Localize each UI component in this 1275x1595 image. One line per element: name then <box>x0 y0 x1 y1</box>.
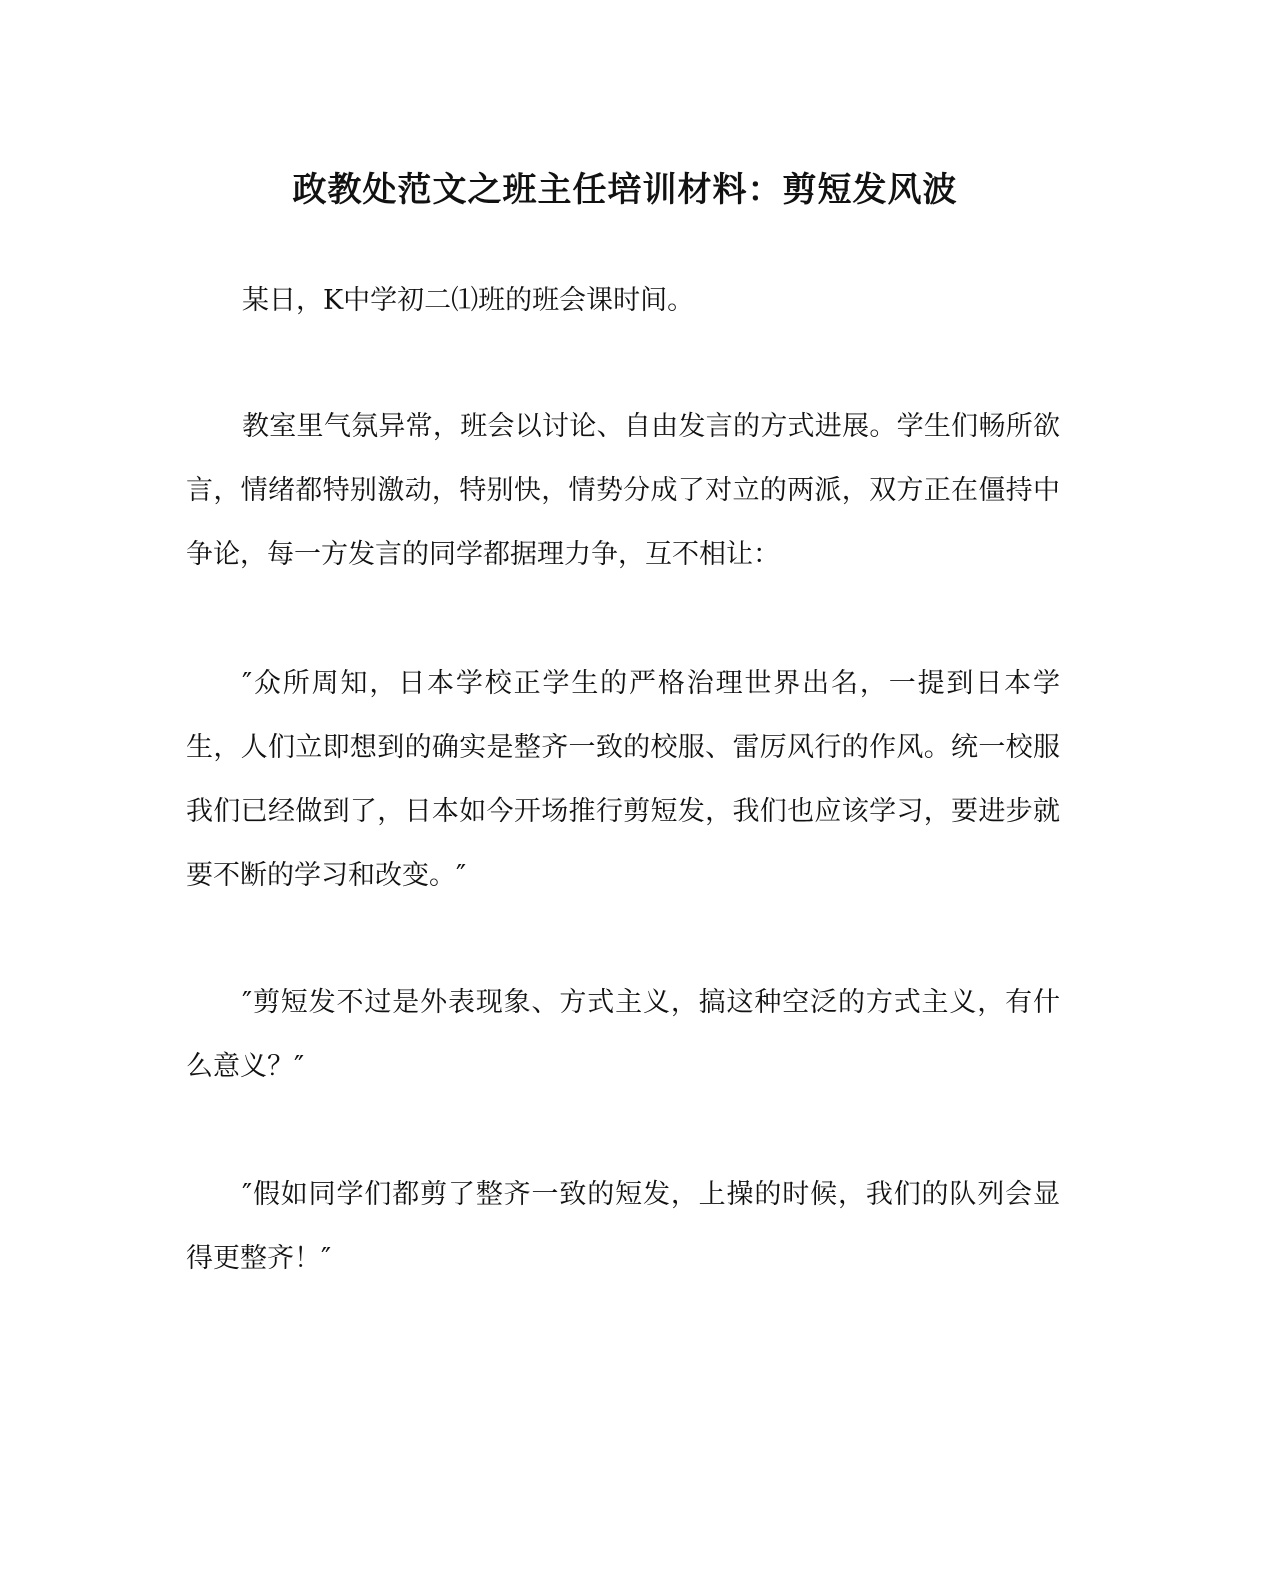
paragraph-5: ″假如同学们都剪了整齐一致的短发，上操的时候，我们的队列会显得更整齐！″ <box>186 1179 1060 1274</box>
paragraph-4: ″剪短发不过是外表现象、方式主义，搞这种空泛的方式主义，有什么意义？″ <box>186 987 1060 1082</box>
paragraph-3: ″众所周知，日本学校正学生的严格治理世界出名，一提到日本学生，人们立即想到的确实是整齐一致的校服、雷厉风行的作风。统一校服我们已经做到了，日本如今开场推行剪短发，我们也应该学习，要进步就要不断的学习和改变。″ <box>186 668 1060 891</box>
paragraph-1: 某日，K中学初二⑴班的班会课时间。 <box>242 285 695 316</box>
paragraph-2: 教室里气氛异常，班会以讨论、自由发言的方式进展。学生们畅所欲言，情绪都特别激动，特别快，情势分成了对立的两派，双方正在僵持中争论，每一方发言的同学都据理力争，互不相让： <box>186 411 1060 570</box>
document-title: 政教处范文之班主任培训材料：剪短发风波 <box>292 170 958 210</box>
